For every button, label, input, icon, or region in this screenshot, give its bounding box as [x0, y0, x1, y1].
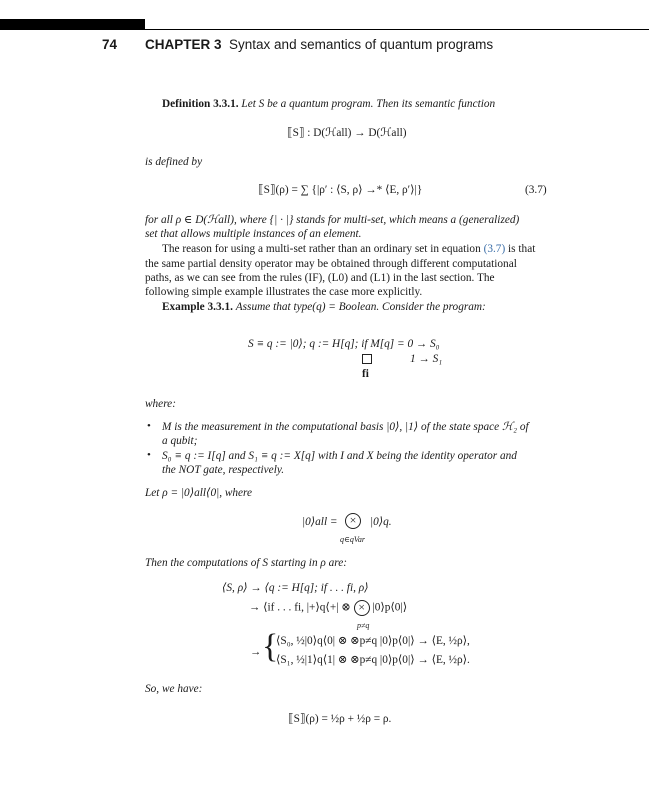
bullet-1-line-2: a qubit;: [162, 435, 198, 447]
so-text: So, we have:: [145, 683, 203, 695]
equation-ref-link[interactable]: (3.7): [483, 243, 506, 255]
definition-text: Let S be a quantum program. Then its semantic function: [241, 98, 496, 110]
example-label: Example 3.3.1.: [162, 301, 233, 313]
computation-step-3b: ⟨S₁, ½|1⟩q⟨1| ⊗ ⊗p≠q |0⟩p⟨0|⟩ → ⟨E, ½ρ⟩.: [276, 654, 470, 666]
paragraph-text-end: is that: [505, 243, 536, 255]
definition-label: Definition 3.3.1.: [162, 98, 239, 110]
chapter-title: Syntax and semantics of quantum programs: [229, 37, 494, 52]
program-line-2: 1 → S₁: [410, 353, 443, 365]
let-rho-text: Let ρ = |0⟩all⟨0|, where: [145, 487, 253, 499]
chapter-label: CHAPTER 3: [145, 37, 222, 52]
chapter-heading: [145, 37, 493, 52]
zero-all-lhs: |0⟩all =: [302, 516, 338, 528]
bullet-1-marker: •: [147, 420, 151, 432]
final-equation: ⟦S⟧(ρ) = ½ρ + ½ρ = ρ.: [288, 713, 392, 725]
paragraph-text: The reason for using a multi-set rather than an ordinary set in equation: [162, 243, 484, 255]
comp2-text-end: |0⟩p⟨0|⟩: [372, 601, 408, 614]
computation-step-3a: ⟨S₀, ½|0⟩q⟨0| ⊗ ⊗p≠q |0⟩p⟨0|⟩ → ⟨E, ½ρ⟩,: [276, 635, 470, 647]
tensor-subscript: q∈qVar: [340, 535, 366, 544]
bullet-2-line-2: the NOT gate, respectively.: [162, 464, 285, 476]
comp3-arrow: →: [250, 646, 262, 658]
bullet-2-line-1: S₀ ≡ q := I[q] and S₁ ≡ q := X[q] with I and X being the identity operator and: [162, 450, 517, 462]
paragraph-line-2: the same partial density operator may be obtained through different computational: [145, 258, 517, 270]
definition-line-1: for all ρ ∈ D(ℋall), where {| · |} stands for multi-set, which means a (generalized): [145, 214, 520, 226]
paragraph-line-3: paths, as we can see from the rules (IF), (L0) and (L1) in the last section. The: [145, 272, 495, 284]
program-line-1: S ≡ q := |0⟩; q := H[q]; if M[q] = 0 → S₀: [248, 338, 440, 350]
bullet-2-marker: •: [147, 449, 151, 461]
then-text: Then the computations of S starting in ρ are:: [145, 557, 348, 569]
paragraph-line-4: following simple example illustrates the case more explicitly.: [145, 286, 423, 298]
semantic-function-formula: ⟦S⟧ : D(ℋall) → D(ℋall): [287, 127, 407, 139]
header-bar: [0, 19, 145, 30]
defined-by-text: is defined by: [145, 156, 203, 168]
comp3-brace: {: [262, 628, 279, 665]
zero-all-rhs: |0⟩q.: [370, 516, 392, 528]
page-number: 74: [102, 37, 118, 52]
main-equation: ⟦S⟧(ρ) = ∑ {|ρ′ : ⟨S, ρ⟩ →* ⟨E, ρ′⟩|}: [258, 184, 423, 196]
paragraph-line-1: [162, 242, 535, 257]
example-intro: [162, 300, 486, 315]
header-rule: [145, 29, 649, 30]
definition-line-2: set that allows multiple instances of an element.: [145, 228, 362, 240]
comp2-subscript: p≠q: [357, 621, 370, 630]
program-fi: fi: [362, 368, 369, 380]
computation-step-1: ⟨S, ρ⟩ → ⟨q := H[q]; if . . . fi, ρ⟩: [222, 582, 369, 594]
tensor-product-symbol: ×: [345, 513, 361, 529]
example-text: Assume that type(q) = Boolean. Consider the program:: [235, 301, 486, 313]
equation-number: (3.7): [525, 184, 547, 196]
program-box: [362, 352, 372, 367]
definition-intro: [162, 97, 495, 112]
bullet-1-line-1: M is the measurement in the computational basis |0⟩, |1⟩ of the state space ℋ₂ of: [162, 421, 529, 433]
comp2-text: → ⟨if . . . fi, |+⟩q⟨+| ⊗: [249, 601, 351, 614]
where-label: where:: [145, 398, 176, 410]
computation-step-2: → ⟨if . . . fi, |+⟩q⟨+| ⊗ × |0⟩p⟨0|⟩: [249, 600, 408, 614]
